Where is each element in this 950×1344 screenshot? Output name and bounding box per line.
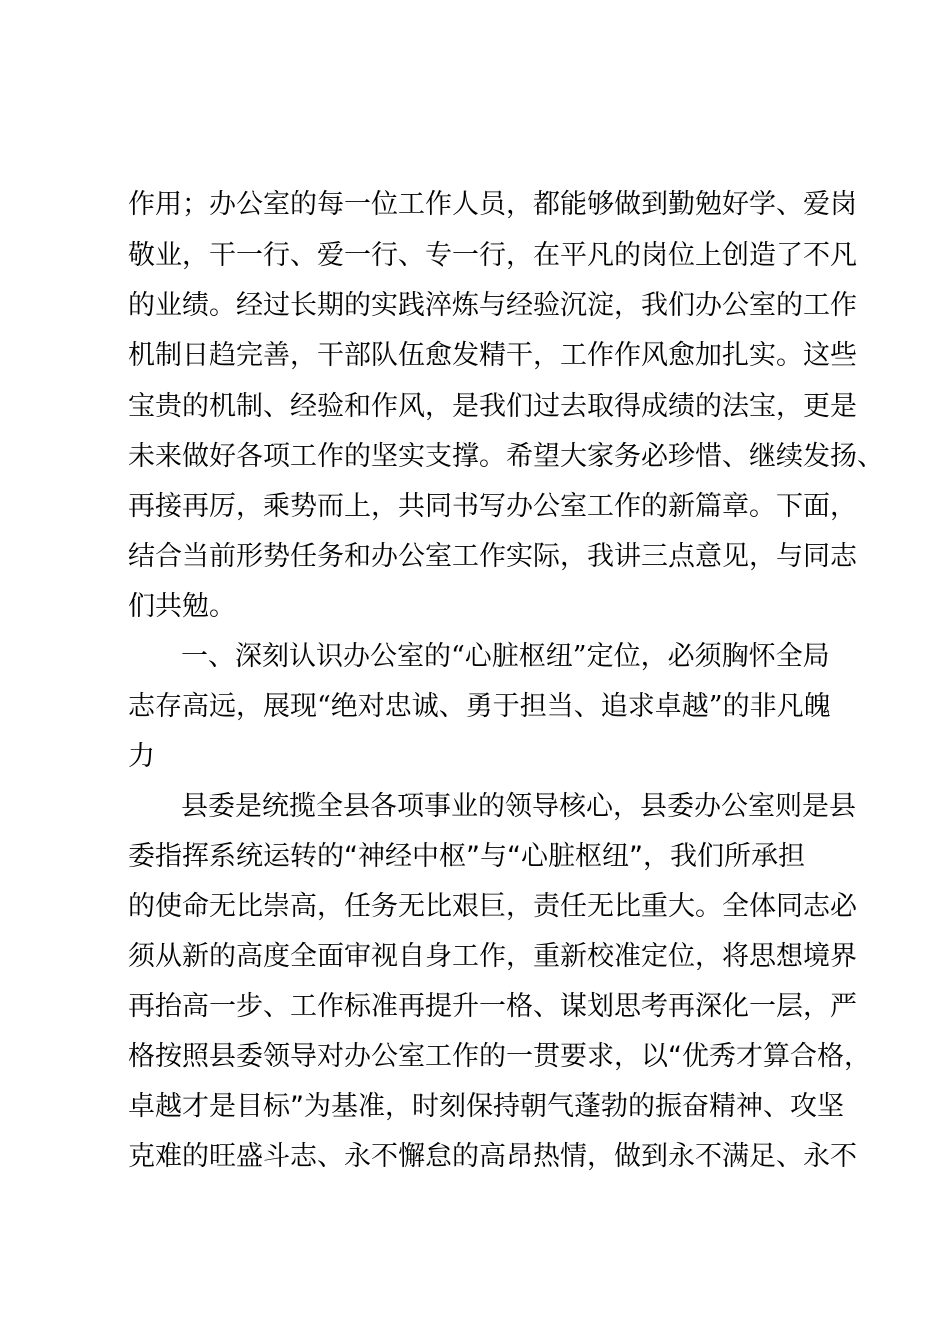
paragraph-line: 卓越才是目标”为基准，时刻保持朝气蓬勃的振奋精神、攻坚: [128, 1091, 844, 1122]
paragraph-line: 须从新的高度全面审视自身工作，重新校准定位，将思想境界: [128, 941, 857, 972]
paragraph-line: 们共勉。: [128, 591, 236, 622]
paragraph-line: 县委是统揽全县各项事业的领导核心，县委办公室则是县: [181, 791, 856, 822]
paragraph-line: 克难的旺盛斗志、永不懈怠的高昂热情，做到永不满足、永不: [128, 1141, 857, 1172]
paragraph-line: 结合当前形势任务和办公室工作实际，我讲三点意见，与同志: [128, 541, 857, 572]
paragraph-line: 格按照县委领导对办公室工作的一贯要求，以“优秀才算合格，: [128, 1041, 871, 1072]
section-heading-line: 志存高远，展现“绝对忠诚、勇于担当、追求卓越”的非凡魄: [128, 691, 831, 722]
paragraph-line: 敬业，干一行、爱一行、专一行，在平凡的岗位上创造了不凡: [128, 240, 857, 271]
paragraph-line: 再接再厉，乘势而上，共同书写办公室工作的新篇章。下面，: [128, 491, 857, 522]
section-heading-line: 力: [128, 741, 155, 772]
paragraph-line: 委指挥系统运转的“神经中枢”与“心脏枢纽”，我们所承担: [128, 841, 805, 872]
paragraph-line: 作用；办公室的每一位工作人员，都能够做到勤勉好学、爱岗: [128, 189, 857, 220]
paragraph-line: 未来做好各项工作的坚实支撑。希望大家务必珍惜、继续发扬、: [128, 441, 884, 472]
paragraph-line: 机制日趋完善，干部队伍愈发精干，工作作风愈加扎实。这些: [128, 340, 857, 371]
section-heading-line: 一、深刻认识办公室的“心脏枢纽”定位，必须胸怀全局: [181, 641, 830, 672]
paragraph-line: 再抬高一步、工作标准再提升一格、谋划思考再深化一层，严: [128, 991, 857, 1022]
paragraph-line: 的使命无比崇高，任务无比艰巨，责任无比重大。全体同志必: [128, 891, 857, 922]
paragraph-line: 的业绩。经过长期的实践淬炼与经验沉淀，我们办公室的工作: [128, 290, 857, 321]
paragraph-line: 宝贵的机制、经验和作风，是我们过去取得成绩的法宝，更是: [128, 391, 857, 422]
